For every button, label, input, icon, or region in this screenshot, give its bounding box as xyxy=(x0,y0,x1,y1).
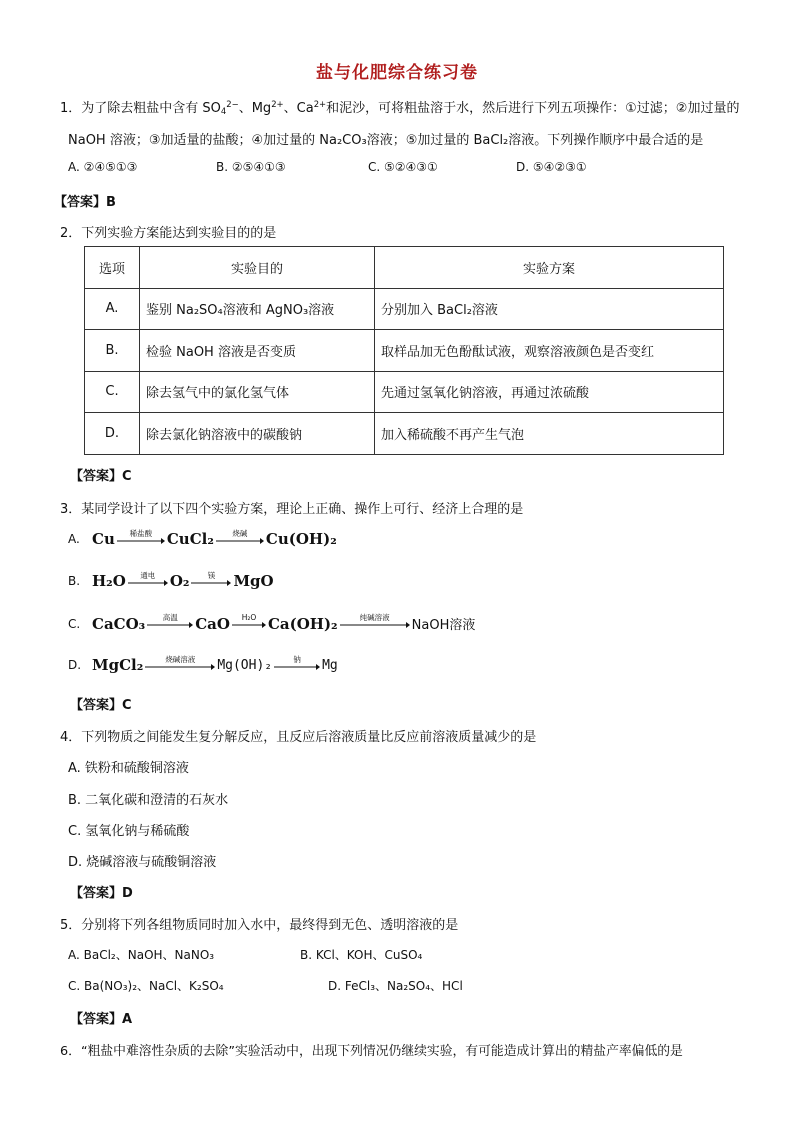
table-row xyxy=(85,371,724,413)
q2-row-a-option: A. xyxy=(85,288,140,330)
q2-row-a-purpose: 鉴别 Na₂SO₄溶液和 AgNO₃溶液 xyxy=(140,288,375,330)
q3-c-intermediate-1: CaO xyxy=(195,614,230,633)
q3-d-arrow-2 xyxy=(274,655,320,670)
q1-option-b: B. ②⑤④①③ xyxy=(216,160,286,174)
q3-c-arrow-1 xyxy=(147,613,193,628)
q3-stem: 3．某同学设计了以下四个实验方案，理论上正确、操作上可行、经济上合理的是 xyxy=(60,502,524,517)
q3-a-letter: A. xyxy=(68,532,80,546)
q2-header-option: 选项 xyxy=(85,247,140,289)
q3-d-arrow-1 xyxy=(145,655,215,670)
q3-option-c xyxy=(68,614,475,633)
q2-row-c-plan: 先通过氢氧化钠溶液，再通过浓硫酸 xyxy=(375,371,724,413)
table-row xyxy=(85,413,724,455)
q3-c-arrow-2 xyxy=(232,613,266,628)
q3-d-product: Mg xyxy=(322,657,338,673)
q2-answer: 【答案】C xyxy=(70,469,132,484)
q3-c-arrow-3-label: 纯碱溶液 xyxy=(359,613,390,622)
q3-c-product: NaOH溶液 xyxy=(411,618,476,633)
q3-a-product: Cu(OH)₂ xyxy=(265,530,337,548)
q3-b-arrow-1-label: 通电 xyxy=(140,570,156,580)
q3-c-reactant: CaCO₃ xyxy=(92,614,146,633)
q3-c-arrow-1-label: 高温 xyxy=(162,613,178,622)
q4-option-c: C. 氢氧化钠与稀硫酸 xyxy=(68,824,190,839)
q5-option-c: C. Ba(NO₃)₂、NaCl、K₂SO₄ xyxy=(68,979,224,993)
q2-row-b-option: B. xyxy=(85,330,140,372)
q4-answer: 【答案】D xyxy=(70,886,133,901)
q1-mg-sup: 2+ xyxy=(271,98,284,109)
q2-header-plan: 实验方案 xyxy=(375,247,724,289)
q2-table-header xyxy=(85,247,724,289)
q5-options-row2 xyxy=(68,977,463,994)
q5-option-a: A. BaCl₂、NaOH、NaNO₃ xyxy=(68,948,215,962)
q3-b-intermediate: O₂ xyxy=(169,572,190,590)
q3-option-d xyxy=(68,656,338,674)
q2-row-d-option: D. xyxy=(85,413,140,455)
q2-row-a-plan: 分别加入 BaCl₂溶液 xyxy=(375,288,724,330)
q4-option-a: A. 铁粉和硫酸铜溶液 xyxy=(68,761,189,776)
q1-options xyxy=(68,160,587,174)
q2-table xyxy=(84,246,724,455)
q3-d-reactant: MgCl₂ xyxy=(92,656,144,674)
q5-option-b: B. KCl、KOH、CuSO₄ xyxy=(300,948,423,962)
q3-b-arrow-1 xyxy=(128,571,168,586)
q3-d-arrow-2-label: 钠 xyxy=(293,654,301,664)
q3-a-arrow-1 xyxy=(117,529,165,544)
q3-d-arrow-1-label: 烧碱溶液 xyxy=(165,654,196,664)
table-row xyxy=(85,330,724,372)
q1-text-b: 、Mg xyxy=(238,101,272,116)
document-title: 盐与化肥综合练习卷 xyxy=(316,63,478,83)
q1-so4-sub: 4 xyxy=(220,106,227,117)
q5-stem: 5．分别将下列各组物质同时加入水中，最终得到无色、透明溶液的是 xyxy=(60,918,459,933)
q5-option-d: D. FeCl₃、Na₂SO₄、HCl xyxy=(328,979,463,993)
q3-b-arrow-2-label: 镁 xyxy=(207,570,216,580)
q3-c-intermediate-2: Ca(OH)₂ xyxy=(267,614,338,633)
q3-c-arrow-3 xyxy=(340,613,410,628)
q3-a-arrow-2 xyxy=(216,529,264,544)
table-row xyxy=(85,288,724,330)
q2-header-purpose: 实验目的 xyxy=(140,247,375,289)
q2-row-d-purpose: 除去氯化钠溶液中的碳酸钠 xyxy=(140,413,375,455)
q1-option-c: C. ⑤②④③① xyxy=(368,160,438,174)
q2-stem: 2．下列实验方案能达到实验目的的是 xyxy=(60,226,277,241)
q2-row-c-option: C. xyxy=(85,371,140,413)
q2-row-d-plan: 加入稀硫酸不再产生气泡 xyxy=(375,413,724,455)
q3-b-arrow-2 xyxy=(191,571,231,586)
q4-stem: 4．下列物质之间能发生复分解反应，且反应后溶液质量比反应前溶液质量减少的是 xyxy=(60,730,537,745)
q3-option-b xyxy=(68,572,274,590)
q2-row-b-plan: 取样品加无色酚酞试液，观察溶液颜色是否变红 xyxy=(375,330,724,372)
q1-option-a: A. ②④⑤①③ xyxy=(68,160,138,174)
q3-b-letter: B. xyxy=(68,574,81,588)
q3-d-letter: D. xyxy=(68,658,82,672)
q3-d-intermediate: Mg(OH)₂ xyxy=(217,657,273,673)
q6-stem: 6．“粗盐中难溶性杂质的去除”实验活动中，出现下列情况仍继续实验，有可能造成计算出的精盐产率偏低的是 xyxy=(60,1044,683,1059)
q3-b-product: MgO xyxy=(233,572,274,590)
q2-row-b-purpose: 检验 NaOH 溶液是否变质 xyxy=(140,330,375,372)
q1-so4-sup: 2− xyxy=(226,98,239,109)
q3-c-arrow-2-label: H₂O xyxy=(241,613,257,622)
q3-a-intermediate: CuCl₂ xyxy=(166,530,214,548)
q1-answer: 【答案】B xyxy=(54,195,116,210)
q1-ca-sup: 2+ xyxy=(313,98,327,109)
q1-stem-line2: NaOH 溶液；③加适量的盐酸；④加过量的 Na₂CO₃溶液；⑤加过量的 BaCl₂溶液。下列操作顺序中最合适的是 xyxy=(68,133,704,148)
q3-a-arrow-2-label: 烧碱 xyxy=(232,528,248,538)
q3-a-arrow-1-label: 稀盐酸 xyxy=(129,528,153,538)
q1-text-d: 和泥沙，可将粗盐溶于水，然后进行下列五项操作：①过滤；②加过量的 xyxy=(326,101,740,116)
q1-stem-line1 xyxy=(60,97,739,116)
q1-text-c: 、Ca xyxy=(283,101,314,116)
q3-a-reactant: Cu xyxy=(92,530,115,548)
q3-answer: 【答案】C xyxy=(70,698,132,713)
q1-text-a: 1．为了除去粗盐中含有 SO xyxy=(60,101,221,116)
q4-option-b: B. 二氧化碳和澄清的石灰水 xyxy=(68,793,229,808)
q5-answer: 【答案】A xyxy=(70,1012,133,1027)
q3-option-a xyxy=(68,530,337,548)
q5-options-row1 xyxy=(68,946,422,963)
q2-row-c-purpose: 除去氢气中的氯化氢气体 xyxy=(140,371,375,413)
q1-option-d: D. ⑤④②③① xyxy=(516,160,587,174)
q4-option-d: D. 烧碱溶液与硫酸铜溶液 xyxy=(68,855,217,870)
q3-b-reactant: H₂O xyxy=(92,572,126,590)
q3-c-letter: C. xyxy=(68,616,81,631)
